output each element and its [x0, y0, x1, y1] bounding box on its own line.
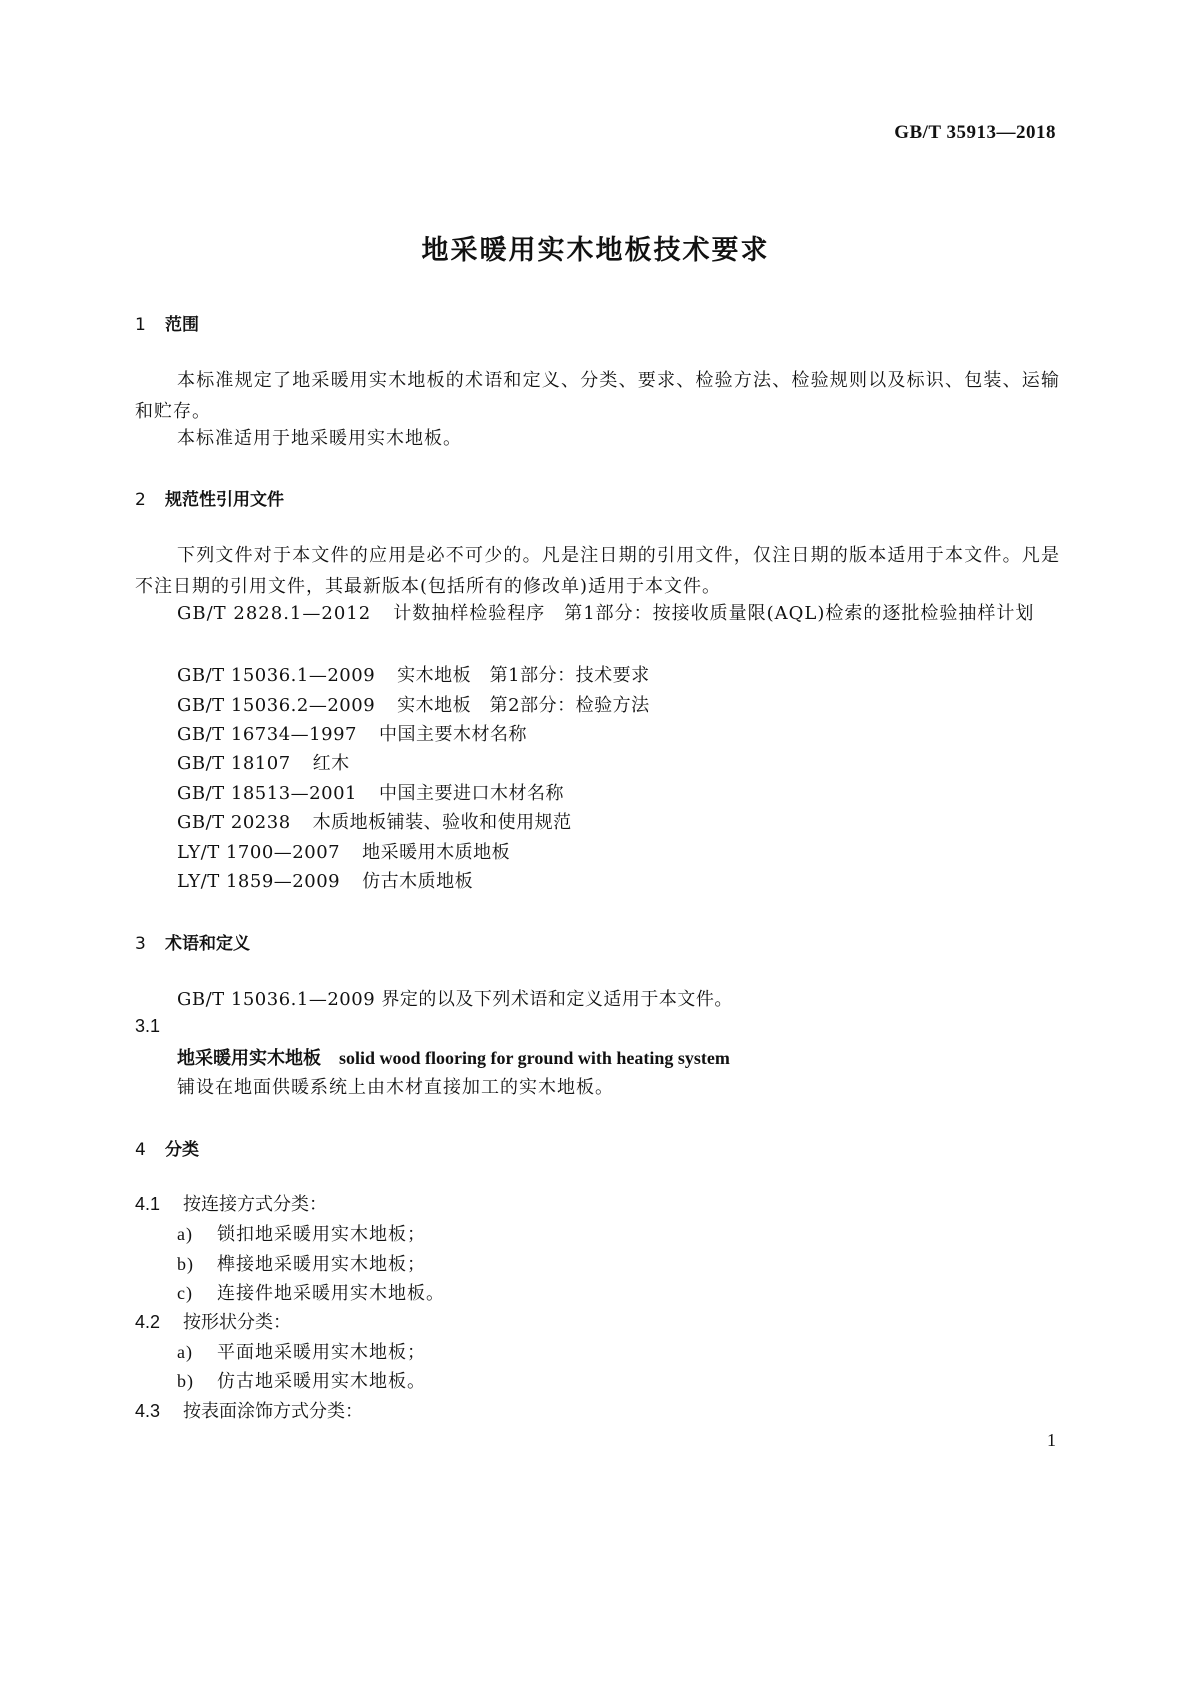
subclause-4-2 [135, 1308, 291, 1334]
reference-title: 中国主要木材名称 [378, 724, 527, 745]
reference-item [177, 720, 527, 746]
list-item [177, 1220, 426, 1246]
reference-item [177, 661, 650, 687]
subclause-number: 4.1 [135, 1194, 161, 1214]
list-marker: a) [177, 1224, 193, 1244]
list-text: 榫接地采暖用实木地板； [217, 1254, 426, 1275]
reference-title: 木质地板铺装、验收和使用规范 [312, 812, 572, 833]
list-item [177, 1250, 426, 1276]
section-title: 术语和定义 [165, 934, 250, 954]
reference-code: GB/T 15036.2—2009 [177, 695, 376, 716]
reference-title: 地采暖用木质地板 [362, 842, 511, 863]
document-title: 地采暖用实木地板技术要求 [421, 235, 770, 266]
section-number: 1 [135, 315, 146, 335]
section-number: 2 [135, 490, 146, 510]
term-number: 3.1 [135, 1016, 161, 1036]
section-title: 范围 [165, 315, 199, 335]
reference-item [177, 838, 510, 864]
subclause-4-1 [135, 1190, 327, 1216]
reference-item [177, 691, 650, 717]
section-heading-4 [135, 1135, 199, 1160]
reference-item [135, 598, 1060, 629]
standard-code: GB/T 35913—2018 [894, 122, 1056, 143]
reference-item [177, 867, 473, 893]
list-marker: b) [177, 1371, 194, 1391]
section-heading-3 [135, 929, 250, 954]
reference-code: LY/T 1700—2007 [177, 842, 341, 863]
reference-code: GB/T 18107 [177, 753, 291, 774]
term-english: solid wood flooring for ground with heating system [339, 1048, 730, 1068]
list-text: 锁扣地采暖用实木地板； [217, 1224, 426, 1245]
section-number: 4 [135, 1140, 146, 1160]
subclause-4-3 [135, 1397, 363, 1423]
section-title: 分类 [165, 1140, 199, 1160]
scope-applicability: 本标准适用于地采暖用实木地板。 [177, 428, 462, 449]
list-text: 平面地采暖用实木地板； [217, 1342, 426, 1363]
list-item [177, 1338, 426, 1364]
section-number: 3 [135, 934, 146, 954]
reference-code: LY/T 1859—2009 [177, 871, 341, 892]
reference-title: 红木 [312, 753, 350, 774]
reference-title: 计数抽样检验程序 第1部分：按接收质量限(AQL)检索的逐批检验抽样计划 [393, 603, 1035, 624]
page-number: 1 [1047, 1430, 1056, 1450]
terms-intro: GB/T 15036.1—2009 界定的以及下列术语和定义适用于本文件。 [177, 989, 733, 1010]
subclause-number: 4.3 [135, 1401, 161, 1421]
section-heading-1 [135, 310, 199, 335]
subclause-label: 按形状分类： [183, 1312, 291, 1333]
subclause-label: 按表面涂饰方式分类： [183, 1401, 363, 1422]
reference-code: GB/T 18513—2001 [177, 783, 357, 804]
reference-item [177, 749, 350, 775]
reference-item [177, 779, 564, 805]
normative-intro: 下列文件对于本文件的应用是必不可少的。凡是注日期的引用文件，仅注日期的版本适用于本文件。凡是不注日期的引用文件，其最新版本(包括所有的修改单)适用于本文件。 [135, 545, 1060, 597]
reference-item [177, 808, 572, 834]
reference-code: GB/T 15036.1—2009 [177, 665, 376, 686]
subclause-number: 4.2 [135, 1312, 161, 1332]
reference-title: 中国主要进口木材名称 [378, 783, 564, 804]
reference-title: 实木地板 第2部分：检验方法 [397, 695, 650, 716]
reference-code: GB/T 16734—1997 [177, 724, 357, 745]
reference-code: GB/T 20238 [177, 812, 291, 833]
list-item [177, 1279, 445, 1305]
subclause-label: 按连接方式分类： [183, 1194, 327, 1215]
list-text: 仿古地采暖用实木地板。 [217, 1371, 426, 1392]
reference-title: 实木地板 第1部分：技术要求 [397, 665, 650, 686]
list-text: 连接件地采暖用实木地板。 [217, 1283, 445, 1304]
list-marker: c) [177, 1283, 193, 1303]
term-definition: 铺设在地面供暖系统上由木材直接加工的实木地板。 [177, 1077, 614, 1098]
scope-paragraph: 本标准规定了地采暖用实木地板的术语和定义、分类、要求、检验方法、检验规则以及标识、包装、运输和贮存。 [135, 370, 1060, 422]
term-chinese: 地采暖用实木地板 [177, 1048, 321, 1069]
section-title: 规范性引用文件 [165, 490, 284, 510]
list-marker: a) [177, 1342, 193, 1362]
reference-code: GB/T 2828.1—2012 [177, 603, 372, 624]
section-heading-2 [135, 485, 284, 510]
reference-title: 仿古木质地板 [362, 871, 474, 892]
term-entry [177, 1044, 730, 1070]
list-marker: b) [177, 1254, 194, 1274]
list-item [177, 1367, 426, 1393]
